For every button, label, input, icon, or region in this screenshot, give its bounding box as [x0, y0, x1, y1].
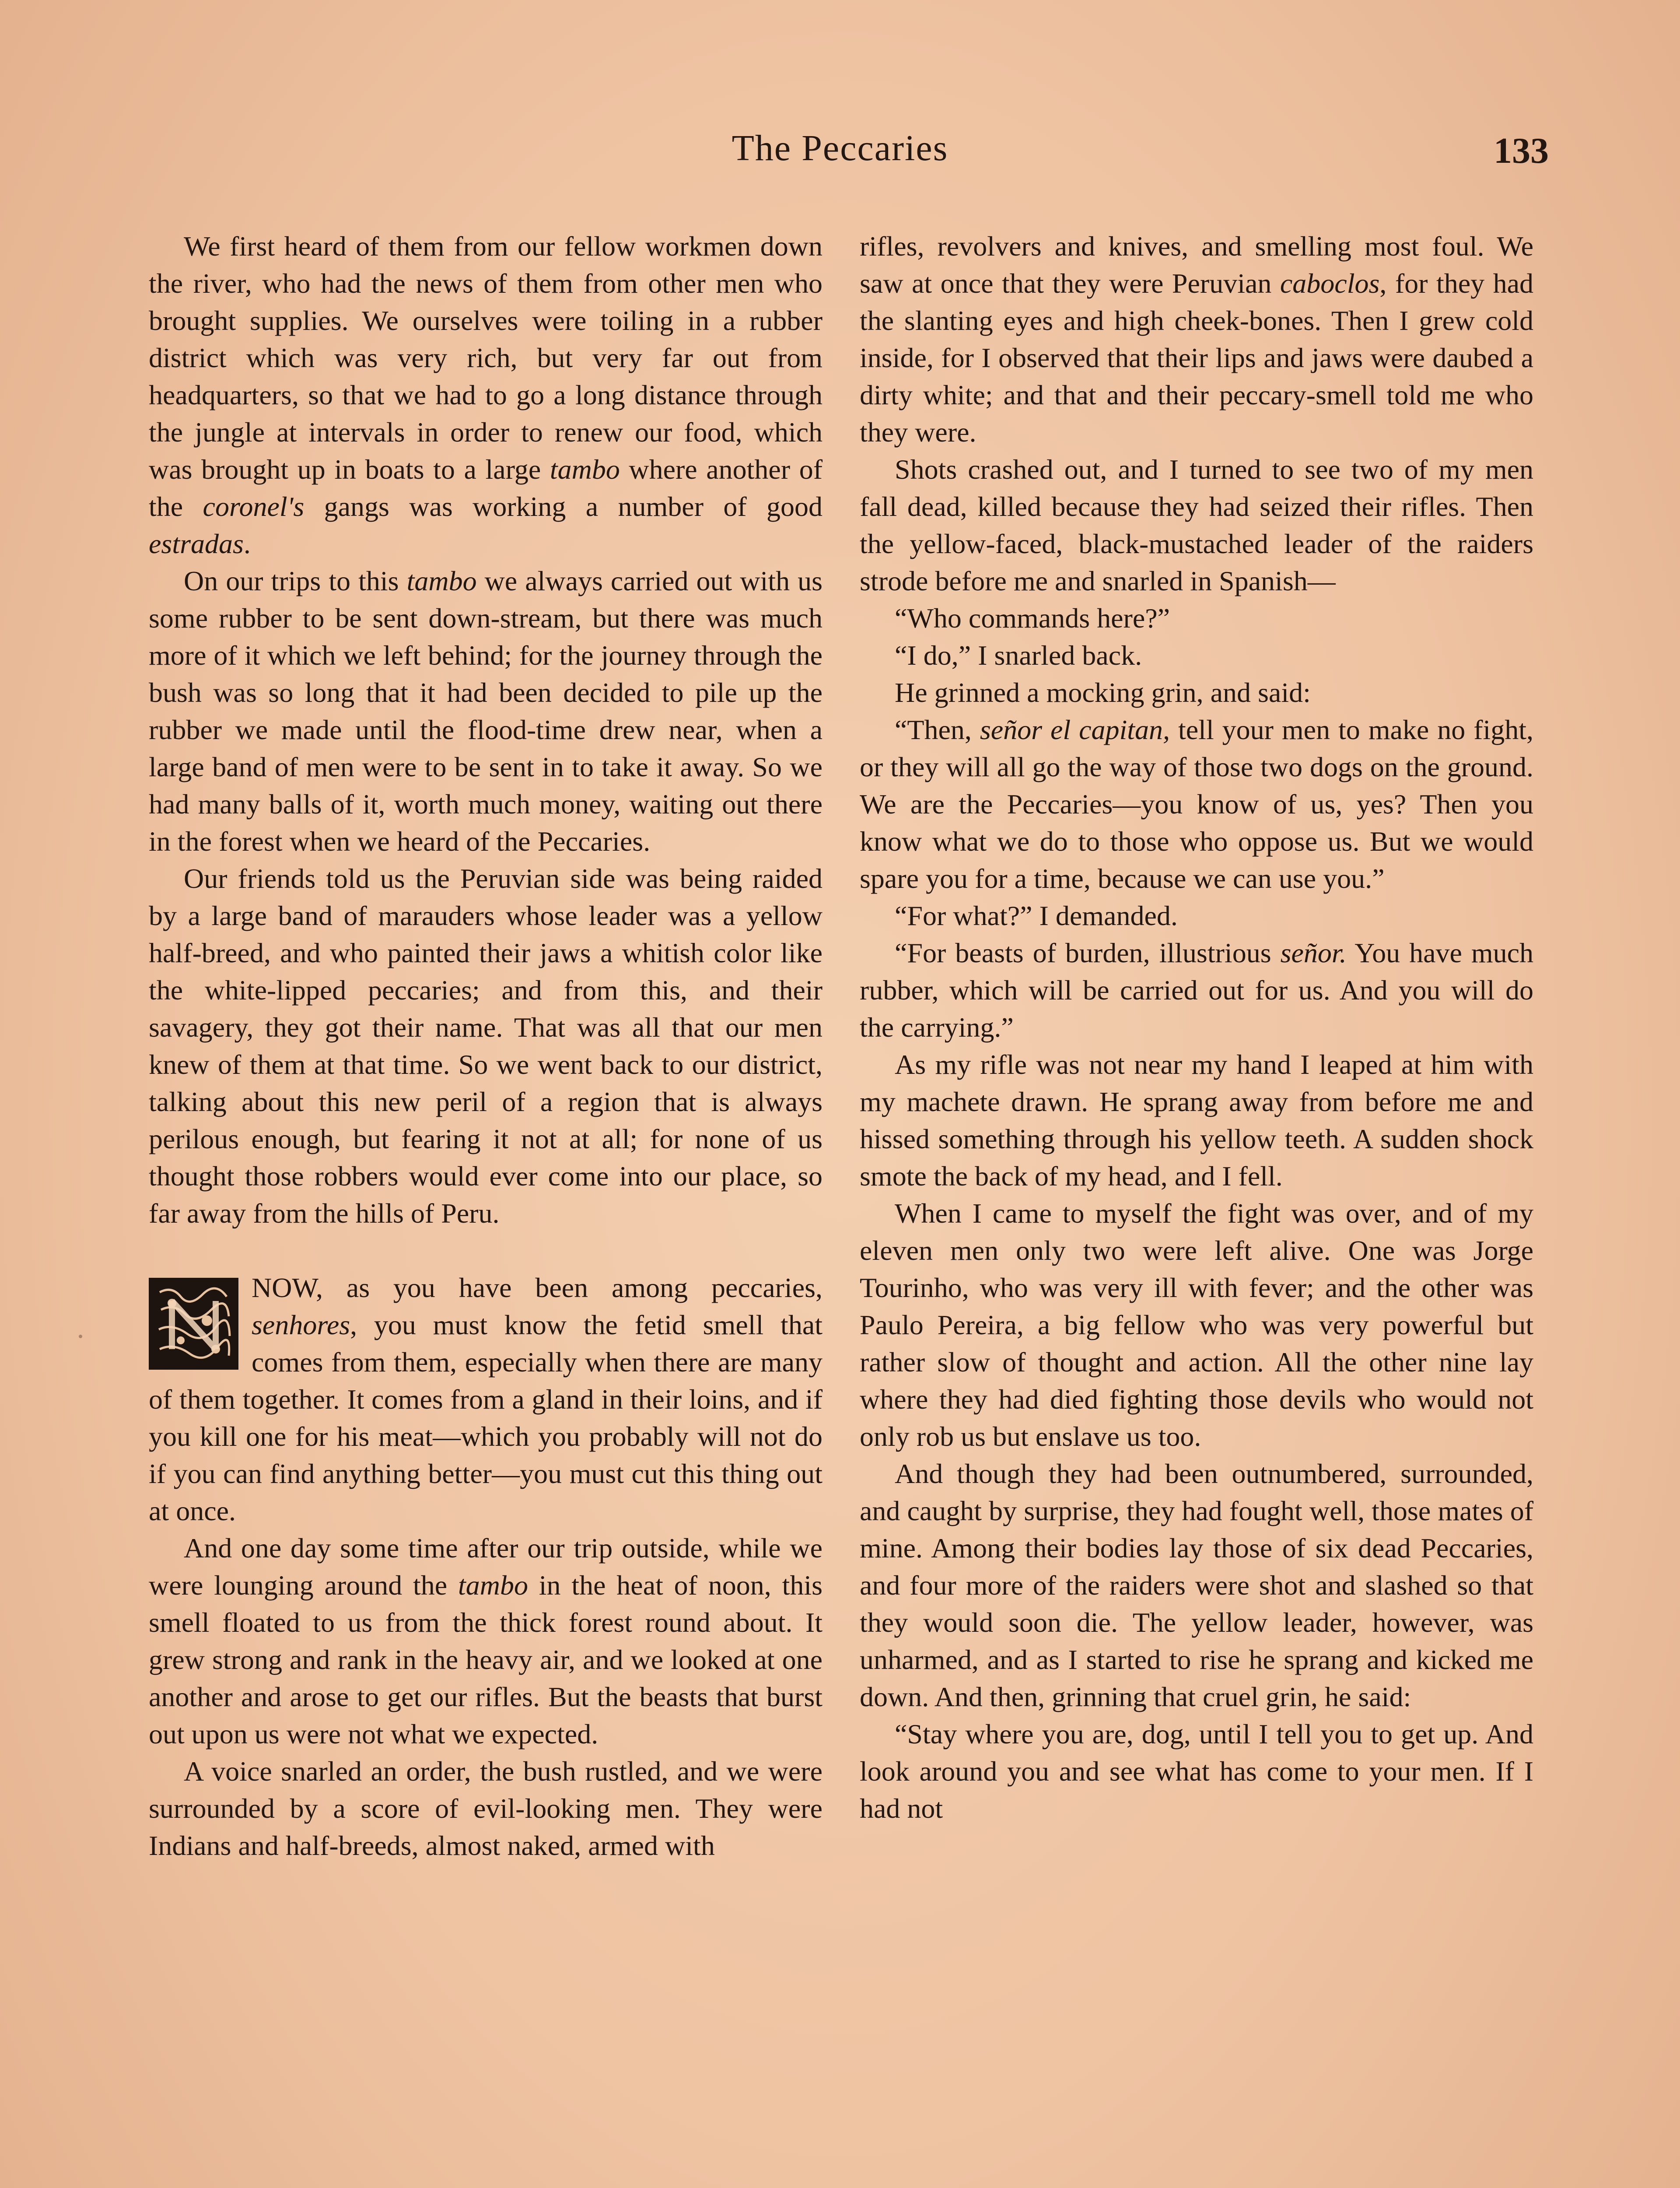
text-run: where another of the: [149, 454, 823, 522]
paragraph: [149, 1753, 822, 1864]
text-run: “I do,” I snarled back.: [895, 640, 1142, 671]
paragraph: [860, 228, 1533, 451]
text-run: gangs was working a number of good: [324, 491, 823, 522]
text-run: , for they had the slanting eyes and high cheek-bones. Then I grew cold inside, for I observed that their lips and jaws were daubed a dirty white; and that and their peccary-smell told me who they were.: [860, 268, 1534, 448]
paragraph: [860, 711, 1533, 897]
italic-text: señor.: [1280, 937, 1347, 968]
paragraph: [149, 562, 822, 860]
text-run: You have much rubber, which will be carried out for us. And you will do the carrying.”: [860, 937, 1534, 1043]
text-run: And though they had been outnumbered, surrounded, and caught by surprise, they had fought well, those mates of mine. Among their bodies lay those of six dead Peccaries, and four more of the raiders were shot and slashed so that they would soon die. The yellow leader, however, was unharmed, and as I started to rise he sprang and kicked me down. And then, grinning that cruel grin, he said:: [860, 1458, 1533, 1712]
paragraph: [860, 674, 1533, 711]
italic-text: señor el capitan,: [980, 714, 1170, 745]
text-run: tell your men to make no fight, or they will all go the way of those two dogs on the ground. We are the Peccaries—you know of us, yes? Then you know what we do to those who oppose us. But we would spare you for a time, because we can use you.”: [860, 714, 1533, 894]
italic-text: tambo: [458, 1570, 528, 1601]
paragraph: [860, 451, 1533, 600]
text-run: “Who commands here?”: [895, 603, 1170, 634]
italic-text: caboclos: [1280, 268, 1380, 299]
text-run: we always carried out with us some rubber to be sent down-stream, but there was much more of it which we left behind; for the journey through the bush was so long that it had been decided to pile up the rubber we made until the flood-time drew near, when a large band of men were to be sent in to take it away. So we had many balls of it, worth much money, waiting out there in the forest when we heard of the Peccaries.: [149, 565, 822, 857]
text-run: He grinned a mocking grin, and said:: [895, 677, 1311, 708]
text-run: “For what?” I demanded.: [895, 900, 1178, 931]
paragraph: [149, 228, 822, 562]
text-run: On our trips to this: [184, 565, 399, 596]
italic-text: coronel's: [203, 491, 304, 522]
page-number: 133: [1494, 130, 1549, 171]
paragraph: [860, 1455, 1533, 1715]
text-run: A voice snarled an order, the bush rustled, and we were surrounded by a score of evil-looking men. They were Indians and half-breeds, almost naked, armed with: [149, 1756, 822, 1861]
italic-text: estradas: [149, 528, 244, 559]
paper-speck: [79, 1335, 82, 1338]
italic-text: tambo: [406, 565, 477, 596]
paragraph: [860, 897, 1533, 934]
text-run: When I came to myself the fight was over, and of my eleven men only two were left alive. One was Jorge Tourinho, who was very ill with fever; and the other was Paulo Pereira, a big fellow who was very powerful but rather slow of thought and action. All the other nine lay where they had died fighting those devils who would not only rob us but enslave us too.: [860, 1198, 1533, 1452]
section-break: [149, 1232, 822, 1269]
left-column: [149, 228, 822, 1864]
text-run: “Then,: [895, 714, 972, 745]
paragraph: [860, 600, 1533, 637]
italic-text: tambo: [550, 454, 620, 485]
text-run: rifles, revolvers and knives, and smelling most foul. We saw at once that they were Peruvian: [860, 231, 1533, 299]
paragraph: [860, 1195, 1533, 1455]
paragraph: [860, 1715, 1533, 1827]
text-run: “For beasts of burden, illustrious: [895, 937, 1271, 968]
text-run: And one day some time after our trip outside, while we were lounging around the: [149, 1532, 822, 1601]
paragraph: [860, 1046, 1533, 1195]
page-header: [0, 127, 1680, 193]
italic-text: senhores: [252, 1309, 350, 1340]
paragraph: [860, 637, 1533, 674]
paragraph-with-drop-cap: [149, 1269, 822, 1529]
text-run: , you must know the fetid smell that comes from them, especially when there are many of them together. It comes from a gland in their loins, and if you kill one for his meat—which you probably will not do if you can find anything better—you must cut this thing out at once.: [149, 1309, 822, 1526]
paragraph: [860, 934, 1533, 1046]
text-run: “Stay where you are, dog, until I tell you to get up. And look around you and see what has come to your men. If I had not: [860, 1718, 1533, 1824]
ornamental-drop-cap-icon: [149, 1278, 238, 1370]
running-title: The Peccaries: [732, 128, 948, 168]
text-run: .: [243, 528, 251, 559]
paragraph: [149, 860, 822, 1232]
paragraph: [149, 1529, 822, 1753]
text-run: As my rifle was not near my hand I leaped at him with my machete drawn. He sprang away from before me and hissed something through his yellow teeth. A sudden shock smote the back of my head, and I fell.: [860, 1049, 1533, 1192]
text-run: Our friends told us the Peruvian side was being raided by a large band of marauders whose leader was a yellow half-breed, and who painted their jaws a whitish color like the white-lipped peccaries; and from this, and their savagery, they got their name. That was all that our men knew of them at that time. So we went back to our district, talking about this new peril of a region that is always perilous enough, but fearing it not at all; for none of us thought those robbers would ever come into our place, so far away from the hills of Peru.: [149, 863, 822, 1229]
text-run: We first heard of them from our fellow workmen down the river, who had the news of them from other men who brought supplies. We ourselves were toiling in a rubber district which was very rich, but very far out from headquarters, so that we had to go a long distance through the jungle at intervals in order to renew our food, which was brought up in boats to a large: [149, 231, 822, 485]
text-run: NOW, as you have been among peccaries,: [252, 1272, 822, 1303]
right-column: [860, 228, 1533, 1827]
text-run: in the heat of noon, this smell floated to us from the thick forest round about. It grew strong and rank in the heavy air, and we looked at one another and arose to get our rifles. But the beasts that burst out upon us were not what we expected.: [149, 1570, 823, 1750]
text-run: Shots crashed out, and I turned to see two of my men fall dead, killed because they had seized their rifles. Then the yellow-faced, black-mustached leader of the raiders strode before me and snarled in Spanish—: [860, 454, 1533, 596]
